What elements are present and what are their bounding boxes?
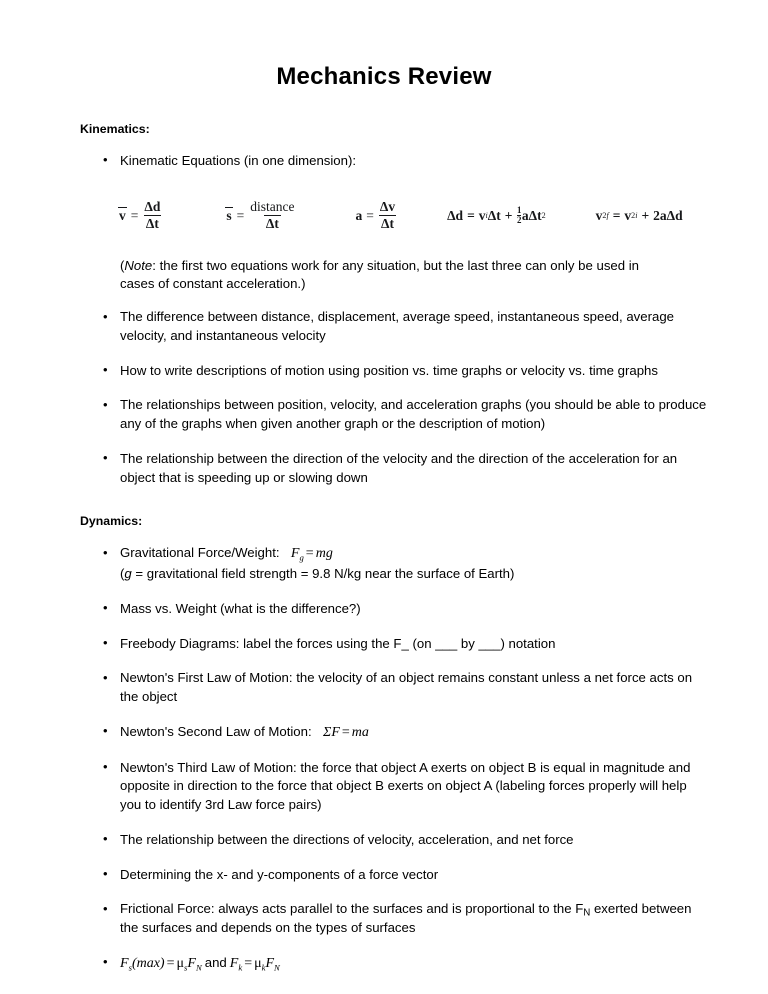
v-term: v xyxy=(478,207,486,223)
equation-acceleration xyxy=(355,200,397,232)
delta-d: Δd xyxy=(447,207,464,223)
note-italic-label: Note xyxy=(124,257,153,273)
numerator: distance xyxy=(250,198,295,214)
equals-sign: = xyxy=(467,207,475,223)
bullet-text: How to write descriptions of motion using position vs. time graphs or velocity vs. time graphs xyxy=(120,362,658,378)
fs-subscript-s: s xyxy=(128,962,132,973)
list-item-frictional-force xyxy=(0,900,768,937)
equals-sign: = xyxy=(612,207,621,223)
equals-sign: = xyxy=(166,955,175,971)
equation-lhs: v xyxy=(119,207,126,223)
list-item xyxy=(0,152,768,171)
vi-term: v xyxy=(624,207,632,223)
fn-subscript-n: N xyxy=(195,962,202,973)
mu-k-symbol: μ xyxy=(254,955,262,971)
note-open-paren: ( xyxy=(120,257,125,273)
list-item-second-law xyxy=(0,723,768,743)
list-item xyxy=(0,759,768,815)
page-title: Mechanics Review xyxy=(276,63,492,90)
ma-term: ma xyxy=(351,724,369,740)
plus-sign: + xyxy=(641,207,650,223)
kinematics-bullet-list xyxy=(0,152,768,171)
gravitational-field-note xyxy=(120,565,708,584)
fn-subscript: N xyxy=(583,908,591,920)
list-item xyxy=(0,362,768,381)
bullet-text: Kinematic Equations (in one dimension): xyxy=(120,152,357,168)
and-conjunction: and xyxy=(204,954,227,970)
equals-sign-2: = xyxy=(244,955,253,971)
equals-sign: = xyxy=(305,546,314,562)
fraction xyxy=(142,200,162,232)
note-rest: = gravitational field strength = 9.8 N/kg near the surface of Earth) xyxy=(131,566,515,582)
section-heading-dynamics: Dynamics: xyxy=(80,514,143,529)
bullet-text: The difference between distance, displacement, average speed, instantaneous speed, average velocity, and instantaneous velocity xyxy=(120,309,675,343)
fn-symbol-2: F xyxy=(265,955,275,971)
mu-s-symbol: μ xyxy=(176,955,185,971)
equals-sign: = xyxy=(341,724,350,740)
fk-symbol: F xyxy=(229,955,239,971)
two-a-delta-d: 2aΔd xyxy=(653,207,683,223)
bullet-text: Gravitational Force/Weight: xyxy=(120,545,280,561)
list-item xyxy=(0,669,768,706)
denominator: Δt xyxy=(265,216,279,232)
mu-s-subscript: s xyxy=(184,962,188,973)
mu-k-subscript: k xyxy=(261,962,266,973)
plus-sign: + xyxy=(504,207,513,223)
fraction xyxy=(248,200,296,232)
denominator: Δt xyxy=(380,216,394,232)
delta-t: Δt xyxy=(487,207,501,223)
list-item-friction-formula xyxy=(0,954,768,974)
max-label: (max) xyxy=(131,955,165,971)
list-item xyxy=(0,831,768,850)
f-symbol: F xyxy=(290,546,300,562)
fraction xyxy=(378,200,397,232)
equation-average-velocity xyxy=(118,200,162,232)
vf-term: v xyxy=(595,207,603,223)
bullet-text: Freebody Diagrams: label the forces using the F_ (on ___ by ___) notation xyxy=(120,635,556,651)
fk-subscript-k: k xyxy=(238,962,243,973)
mg-term: mg xyxy=(315,546,333,562)
denominator: Δt xyxy=(145,216,159,232)
equals-sign: = xyxy=(236,207,245,223)
fn-subscript-n-2: N xyxy=(274,962,280,973)
equation-lhs: a xyxy=(355,207,363,223)
list-item xyxy=(0,635,768,654)
bullet-text-part1: Frictional Force: always acts parallel to the surfaces and is proportional to the F xyxy=(120,901,584,917)
bullet-text: Newton's First Law of Motion: the velocity of an object remains constant unless a net force acts on the object xyxy=(120,670,693,705)
bullet-text: The relationships between position, velocity, and acceleration graphs (you should be able to produce any of the graphs when given another graph or the description of motion) xyxy=(120,397,707,432)
one-half-fraction xyxy=(517,206,521,225)
section-heading-kinematics: Kinematics: xyxy=(80,122,150,136)
list-item xyxy=(0,600,768,619)
equation-average-speed xyxy=(225,200,296,232)
bullet-text: Newton's Third Law of Motion: the force that object A exerts on object B is equal in magnitude and opposite in direction to the force that object B exerts on object A (labeling forces properly will help you to identify 3rd Law force pairs) xyxy=(120,759,691,813)
equals-sign: = xyxy=(130,207,139,223)
equals-sign: = xyxy=(366,207,374,223)
bullet-text: The relationship between the direction of the velocity and the direction of the acceleration for an object that is speeding up or slowing down xyxy=(120,450,678,485)
g-italic: g xyxy=(124,566,132,582)
fs-symbol: F xyxy=(120,955,129,971)
list-item-gravitational-force xyxy=(0,544,768,584)
note-text: : the first two equations work for any situation, but the last three can only be used in cases of constant acceleration.) xyxy=(120,257,640,292)
section-dynamics xyxy=(0,487,768,973)
kinematics-bullet-list-continued xyxy=(0,308,768,487)
formula-friction xyxy=(120,956,280,971)
formula-second-law xyxy=(323,725,369,740)
bullet-text-part2: exerted between the surfaces and depends on the types of surfaces xyxy=(120,901,692,936)
list-item xyxy=(0,866,768,885)
dynamics-bullet-list xyxy=(0,544,768,973)
list-item xyxy=(0,396,768,433)
kinematics-note xyxy=(0,257,768,294)
equation-displacement: Δd = v i Δt + $\frac{1}{2}$ aΔt 2 xyxy=(447,205,546,226)
numerator: 1 xyxy=(516,205,522,216)
numerator: Δv xyxy=(379,198,396,214)
equation-lhs: s xyxy=(226,207,232,223)
numerator: Δd xyxy=(144,198,161,214)
open-paren: ( xyxy=(120,566,125,582)
sigma-f: ΣF xyxy=(323,724,340,740)
denominator: 2 xyxy=(516,215,522,226)
bullet-text: Determining the x- and y-components of a force vector xyxy=(120,866,439,882)
bullet-text: Newton's Second Law of Motion: xyxy=(120,723,312,739)
formula-gravitational-force xyxy=(291,546,333,561)
equation-velocity-squared: v 2 f = v 2 i + 2aΔd xyxy=(595,207,683,223)
a-delta-t: aΔt xyxy=(521,207,542,223)
list-item xyxy=(0,450,768,487)
fn-symbol: F xyxy=(187,955,196,971)
f-subscript-g: g xyxy=(299,552,304,563)
section-kinematics xyxy=(0,92,768,487)
bullet-text: Mass vs. Weight (what is the difference?) xyxy=(120,600,361,616)
kinematic-equations-row xyxy=(0,193,768,239)
bullet-text: The relationship between the directions of velocity, acceleration, and net force xyxy=(120,831,574,847)
list-item xyxy=(0,308,768,345)
